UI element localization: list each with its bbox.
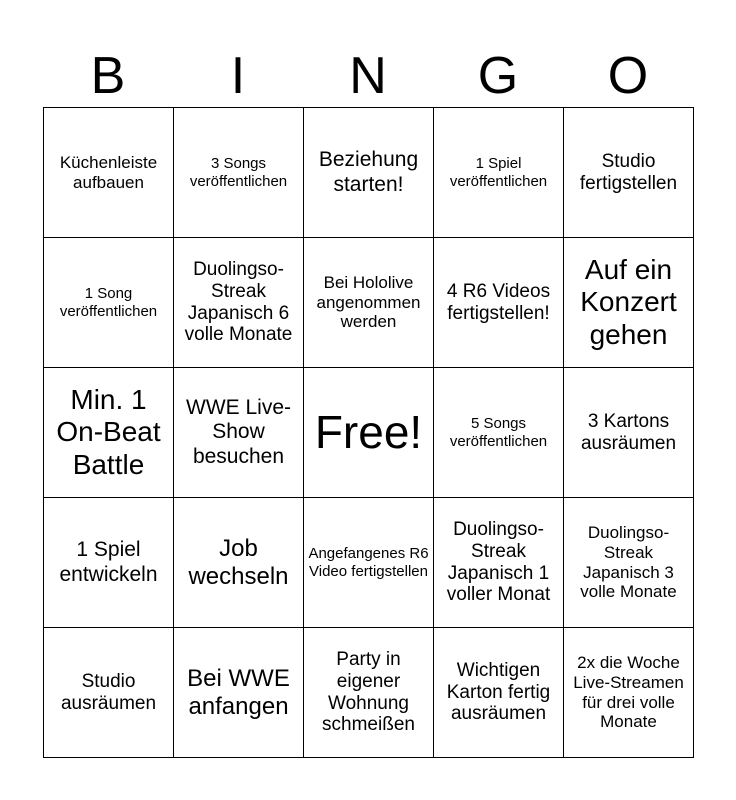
bingo-cell[interactable]: 1 Spiel entwickeln bbox=[44, 498, 174, 628]
bingo-cell[interactable]: 1 Spiel veröffentlichen bbox=[434, 108, 564, 238]
header-letter-n: N bbox=[349, 47, 387, 105]
bingo-cell[interactable]: Studio fertigstellen bbox=[564, 108, 694, 238]
header-letter-o: O bbox=[607, 47, 649, 105]
header-letter-i: I bbox=[230, 47, 246, 105]
free-cell[interactable]: Free! bbox=[304, 368, 434, 498]
bingo-cell[interactable]: 3 Kartons ausräumen bbox=[564, 368, 694, 498]
bingo-cell[interactable]: Party in eigener Wohnung schmeißen bbox=[304, 628, 434, 758]
bingo-header bbox=[43, 44, 693, 108]
bingo-cell[interactable]: 4 R6 Videos fertigstellen! bbox=[434, 238, 564, 368]
bingo-cell[interactable]: Job wechseln bbox=[174, 498, 304, 628]
bingo-cell[interactable]: 1 Song veröffentlichen bbox=[44, 238, 174, 368]
header-letter-b: B bbox=[90, 47, 126, 105]
bingo-cell[interactable]: Duolingso-Streak Japanisch 1 voller Monat bbox=[434, 498, 564, 628]
bingo-cell[interactable]: Duolingso-Streak Japanisch 3 volle Monate bbox=[564, 498, 694, 628]
bingo-cell[interactable]: Bei Hololive angenommen werden bbox=[304, 238, 434, 368]
board-row bbox=[44, 108, 694, 238]
bingo-cell[interactable]: Beziehung starten! bbox=[304, 108, 434, 238]
bingo-cell[interactable]: Wichtigen Karton fertig ausräumen bbox=[434, 628, 564, 758]
board-row bbox=[44, 628, 694, 758]
bingo-cell[interactable]: Duolingso-Streak Japanisch 6 volle Monate bbox=[174, 238, 304, 368]
header-letter-g: G bbox=[477, 47, 519, 105]
board-row bbox=[44, 238, 694, 368]
bingo-cell[interactable]: 3 Songs veröffentlichen bbox=[174, 108, 304, 238]
bingo-cell[interactable]: 5 Songs veröffentlichen bbox=[434, 368, 564, 498]
bingo-cell[interactable]: 2x die Woche Live-Streamen für drei volle Monate bbox=[564, 628, 694, 758]
bingo-cell[interactable]: Küchenleiste aufbauen bbox=[44, 108, 174, 238]
bingo-cell[interactable]: Min. 1 On-Beat Battle bbox=[44, 368, 174, 498]
bingo-board bbox=[43, 107, 694, 758]
bingo-cell[interactable]: Angefangenes R6 Video fertigstellen bbox=[304, 498, 434, 628]
bingo-cell[interactable]: Bei WWE anfangen bbox=[174, 628, 304, 758]
bingo-cell[interactable]: Studio ausräumen bbox=[44, 628, 174, 758]
board-row bbox=[44, 498, 694, 628]
bingo-cell[interactable]: Auf ein Konzert gehen bbox=[564, 238, 694, 368]
bingo-cell[interactable]: WWE Live-Show besuchen bbox=[174, 368, 304, 498]
board-row bbox=[44, 368, 694, 498]
